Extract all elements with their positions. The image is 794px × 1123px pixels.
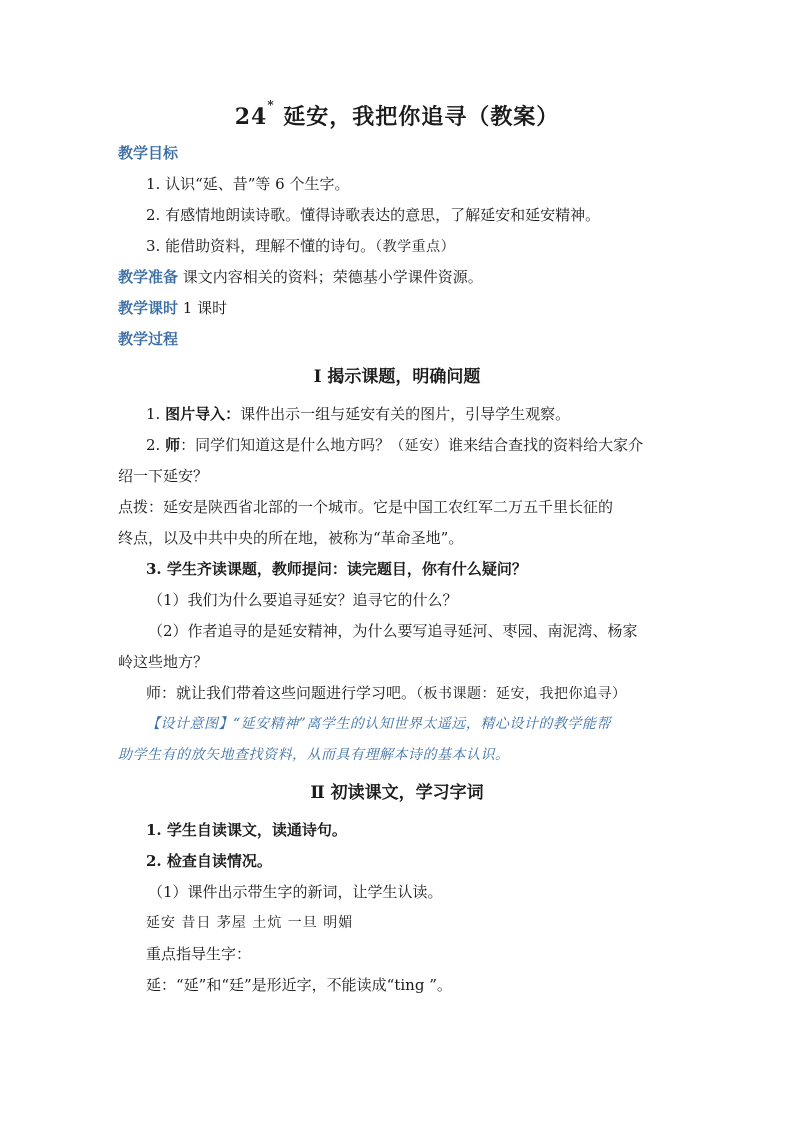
s1-p2-note: （延安） bbox=[390, 438, 449, 454]
s1-p2-number: 2. bbox=[146, 436, 161, 454]
s2-paragraph-3: （1）课件出示带生字的新词，让学生认读。 bbox=[148, 883, 443, 901]
hours-text: 1 课时 bbox=[178, 299, 228, 317]
process-label: 教学过程 bbox=[118, 330, 179, 348]
focus-guide-label: 重点指导生字： bbox=[146, 945, 252, 963]
lesson-title: 延安，我把你追寻（教案） bbox=[283, 104, 560, 130]
s1-p2-text-b: 谁来结合查找的资料给大家介 bbox=[448, 436, 644, 454]
document-title bbox=[0, 100, 794, 131]
goal-item-2: 2. 有感情地朗读诗歌。懂得诗歌表达的意思，了解延安和延安精神。 bbox=[146, 206, 601, 224]
s1-paragraph-3: 3. 学生齐读课题，教师提问：读完题目，你有什么疑问？ bbox=[146, 560, 527, 578]
hours-line bbox=[118, 298, 227, 318]
s1-teacher-line bbox=[146, 683, 627, 704]
s1-question-2-line-1: （2）作者追寻的是延安精神，为什么要写追寻延河、枣园、南泥湾、杨家 bbox=[148, 622, 638, 640]
s1-paragraph-2 bbox=[146, 435, 643, 456]
goals-label: 教学目标 bbox=[118, 144, 179, 162]
design-intent-line-2: 助学生有的放矢地查找资料，从而具有理解本诗的基本认识。 bbox=[118, 747, 510, 763]
lesson-number: 24 bbox=[234, 104, 268, 130]
section-2-heading: Ⅱ 初读课文，学习字词 bbox=[310, 783, 484, 803]
goal-item-1: 1. 认识“延、昔”等 6 个生字。 bbox=[146, 175, 350, 193]
goal-item-3 bbox=[146, 236, 455, 257]
s2-paragraph-2: 2. 检查自读情况。 bbox=[146, 852, 272, 870]
prep-line bbox=[118, 267, 483, 287]
section-1-heading: Ⅰ 揭示课题，明确问题 bbox=[313, 367, 481, 387]
s1-p1-text: 课件出示一组与延安有关的图片，引导学生观察。 bbox=[240, 405, 571, 423]
s1-guide-line-1: 点拨：延安是陕西省北部的一个城市。它是中国工农红军二万五千里长征的 bbox=[118, 498, 614, 516]
s1-p2-teacher: 师 bbox=[165, 436, 181, 454]
s1-paragraph-2-cont: 绍一下延安？ bbox=[118, 467, 209, 485]
prep-label: 教学准备 bbox=[118, 268, 179, 286]
s1-guide-line-2: 终点，以及中共中央的所在地，被称为“革命圣地”。 bbox=[118, 529, 464, 547]
s2-paragraph-1: 1. 学生自读课文，读通诗句。 bbox=[146, 821, 347, 839]
s1-p1-lead: 图片导入： bbox=[165, 405, 241, 423]
s1-question-1: （1）我们为什么要追寻延安？追寻它的什么？ bbox=[148, 591, 458, 609]
teaching-focus-note: （教学重点） bbox=[375, 239, 456, 255]
optional-lesson-mark: * bbox=[267, 98, 275, 112]
s1-paragraph-1 bbox=[146, 404, 570, 424]
s1-p1-number: 1. bbox=[146, 405, 161, 423]
s1-p2-text-a: ：同学们知道这是什么地方吗？ bbox=[180, 436, 391, 454]
character-yan-guide: 延：“延”和“廷”是形近字，不能读成“ting ”。 bbox=[146, 976, 452, 994]
goal-item-3-text: 3. 能借助资料，理解不懂的诗句。 bbox=[146, 237, 376, 255]
s1-question-2-line-2: 岭这些地方？ bbox=[118, 653, 209, 671]
s1-teacher-text: 师：就让我们带着这些问题进行学习吧。 bbox=[146, 684, 417, 702]
board-title-note: （板书课题：延安，我把你追寻） bbox=[416, 686, 627, 702]
hours-label: 教学课时 bbox=[118, 299, 179, 317]
design-intent-line-1: 【设计意图】“延安精神”离学生的认知世界太遥远，精心设计的教学能帮 bbox=[146, 716, 611, 732]
new-words-list: 延安 昔日 茅屋 土炕 一旦 明媚 bbox=[146, 915, 354, 931]
prep-text: 课文内容相关的资料；荣德基小学课件资源。 bbox=[178, 268, 483, 286]
